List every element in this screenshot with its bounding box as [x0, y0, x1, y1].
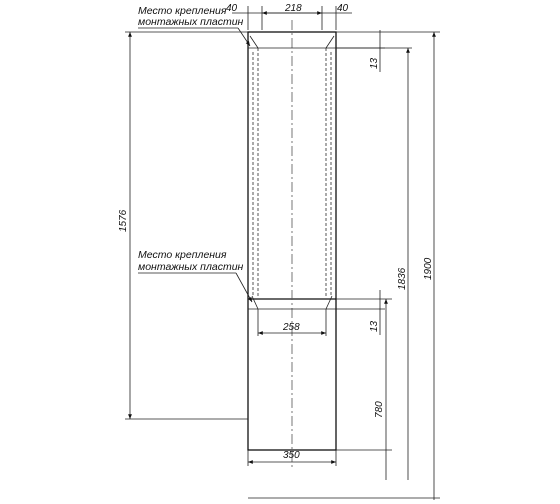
- dim-offset-lower: [336, 290, 385, 335]
- dim-offset-upper: [336, 30, 385, 72]
- top-diag-left: [250, 36, 258, 48]
- dim-1576: [118, 32, 248, 419]
- dim-top-middle: 218: [285, 3, 302, 14]
- dim-offset-lower-label: 13: [369, 320, 380, 332]
- callout-middle: [138, 249, 252, 302]
- dim-1900-label: 1900: [423, 257, 434, 280]
- callout-mid-line2: монтажных пластин: [138, 261, 244, 273]
- dim-1900: [423, 32, 434, 500]
- dim-total-width: [248, 450, 336, 466]
- mount-diag-left: [252, 296, 258, 309]
- top-width-dimension: [226, 3, 352, 30]
- dim-780: [336, 299, 392, 480]
- dim-mount-height: 1576: [118, 209, 129, 232]
- dim-offset-upper-label: 13: [369, 57, 380, 69]
- dim-top-left: 40: [226, 3, 238, 14]
- dim-top-right: 40: [337, 3, 349, 14]
- dim-inner-width-label: 258: [283, 322, 300, 333]
- mount-diag-right: [326, 296, 332, 309]
- top-diag-right: [326, 36, 334, 48]
- dim-total-width-label: 350: [283, 450, 300, 461]
- callout-top-line1: Место крепления: [138, 5, 227, 17]
- callout-mid-line1: Место крепления: [138, 249, 227, 261]
- dim-1836: [336, 32, 440, 480]
- dim-lower-height: 780: [374, 401, 385, 418]
- callout-top-line2: монтажных пластин: [138, 16, 244, 28]
- cabinet-body: [248, 20, 336, 470]
- dim-1836-label: 1836: [397, 267, 408, 290]
